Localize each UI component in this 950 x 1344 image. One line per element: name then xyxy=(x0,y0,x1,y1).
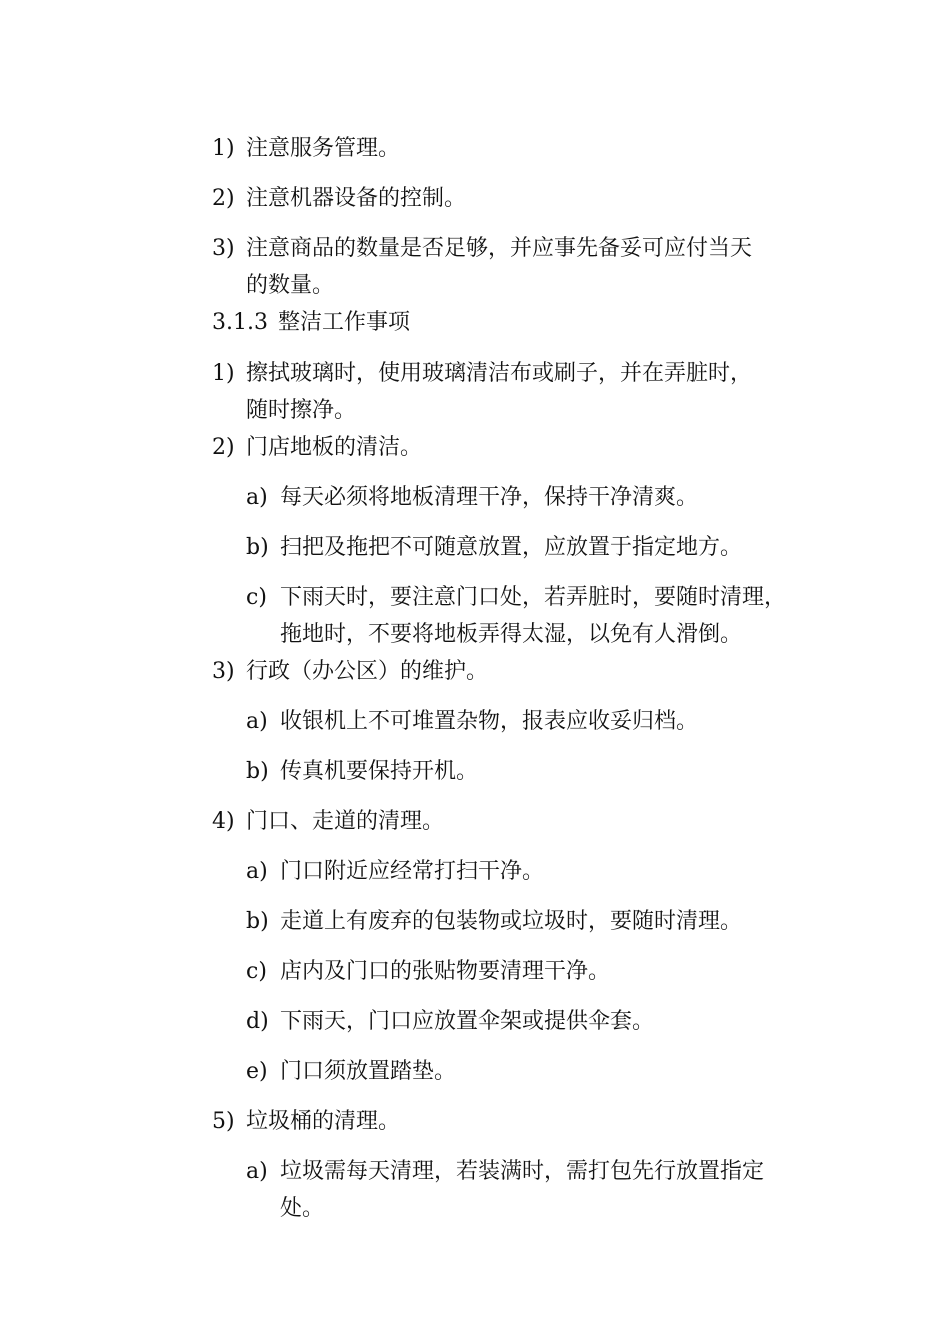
section-number: 3.1.3 xyxy=(212,310,268,335)
sub-list-letter: e) xyxy=(246,1059,268,1084)
list-item-text: 注意商品的数量是否足够，并应事先备妥可应付当天 xyxy=(246,236,753,261)
list-number: 4) xyxy=(212,809,235,834)
list-number: 2) xyxy=(212,435,235,460)
list-item-text: 行政（办公区）的维护。 xyxy=(246,659,489,684)
sub-list-letter: d) xyxy=(246,1009,269,1034)
list-item-text: 擦拭玻璃时，使用玻璃清洁布或刷子，并在弄脏时， xyxy=(246,361,753,386)
sub-list-letter: a) xyxy=(246,859,268,884)
section-title: 整洁工作事项 xyxy=(278,310,411,335)
sub-list-letter: a) xyxy=(246,1159,268,1184)
sub-list-item-text: 下雨天时，要注意门口处，若弄脏时，要随时清理， xyxy=(280,585,787,610)
list-number: 3) xyxy=(212,236,235,261)
sub-list-item-text-continued: 拖地时，不要将地板弄得太湿，以免有人滑倒。 xyxy=(280,622,743,647)
sub-list-item-text: 走道上有废弃的包装物或垃圾时，要随时清理。 xyxy=(280,909,743,934)
sub-list-item-text: 店内及门口的张贴物要清理干净。 xyxy=(280,959,611,984)
list-item-text-continued: 随时擦净。 xyxy=(246,398,357,423)
sub-list-letter: b) xyxy=(246,909,269,934)
sub-list-item-text: 下雨天，门口应放置伞架或提供伞套。 xyxy=(280,1009,655,1034)
list-item-text: 门口、走道的清理。 xyxy=(246,809,445,834)
sub-list-item-text: 每天必须将地板清理干净，保持干净清爽。 xyxy=(280,485,699,510)
sub-list-item-text: 垃圾需每天清理，若装满时，需打包先行放置指定 xyxy=(280,1159,765,1184)
sub-list-letter: a) xyxy=(246,485,268,510)
sub-list-letter: c) xyxy=(246,585,267,610)
list-number: 3) xyxy=(212,659,235,684)
list-item-text: 注意服务管理。 xyxy=(246,136,401,161)
sub-list-letter: b) xyxy=(246,759,269,784)
list-number: 5) xyxy=(212,1109,235,1134)
sub-list-item-text: 扫把及拖把不可随意放置，应放置于指定地方。 xyxy=(280,535,743,560)
sub-list-letter: b) xyxy=(246,535,269,560)
list-number: 2) xyxy=(212,186,235,211)
sub-list-item-text: 门口须放置踏垫。 xyxy=(280,1059,457,1084)
sub-list-item-text-continued: 处。 xyxy=(280,1196,325,1221)
list-item-text: 注意机器设备的控制。 xyxy=(246,186,467,211)
sub-list-item-text: 传真机要保持开机。 xyxy=(280,759,479,784)
list-number: 1) xyxy=(212,136,235,161)
list-number: 1) xyxy=(212,361,235,386)
list-item-text-continued: 的数量。 xyxy=(246,273,335,298)
sub-list-letter: a) xyxy=(246,709,268,734)
sub-list-item-text: 收银机上不可堆置杂物，报表应收妥归档。 xyxy=(280,709,699,734)
sub-list-item-text: 门口附近应经常打扫干净。 xyxy=(280,859,545,884)
sub-list-letter: c) xyxy=(246,959,267,984)
list-item-text: 垃圾桶的清理。 xyxy=(246,1109,401,1134)
list-item-text: 门店地板的清洁。 xyxy=(246,435,423,460)
